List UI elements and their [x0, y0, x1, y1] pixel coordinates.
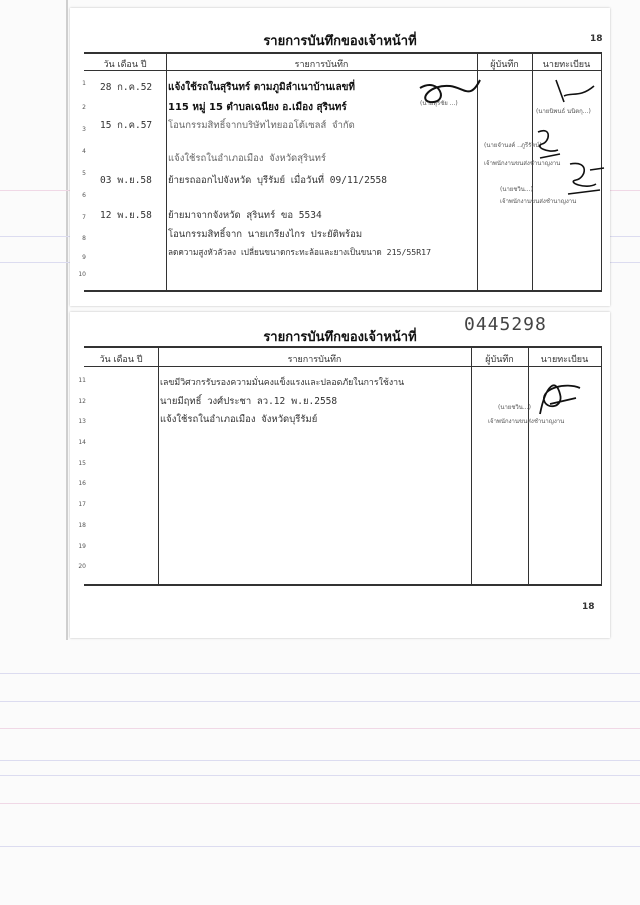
entry-text: ย้ายรถออกไปจังหวัด บุรีรัมย์ เมื่อวันที่ 09/11/2558 [168, 175, 387, 186]
scan-line [0, 803, 640, 804]
scan-line [0, 760, 640, 761]
entry-date: 03 พ.ย.58 [100, 175, 152, 186]
entry-text: โอนกรรมสิทธิ์จากบริษัทไทยออโต้เซลส์ จำกัด [168, 120, 355, 131]
stamp-name: (นายสุรชัย ...) [420, 100, 458, 107]
section-title: รายการบันทึกของเจ้าหน้าที่ [263, 330, 417, 345]
scan-line [0, 673, 640, 674]
table-column-rule [601, 346, 602, 584]
stamp-name: (นายนิพนธ์ นนิตกุ...) [536, 108, 591, 115]
header-registrar: นายทะเบียน [540, 355, 589, 365]
signature [550, 76, 600, 106]
scan-line [0, 775, 640, 776]
table-border [84, 290, 602, 292]
row-number: 6 [82, 192, 86, 199]
row-number: 14 [78, 439, 86, 446]
stamp-name: (นายชวิน...) [498, 404, 531, 411]
scan-line [0, 701, 640, 702]
section-title: รายการบันทึกของเจ้าหน้าที่ [263, 34, 417, 49]
header-entry: รายการบันทึก [287, 355, 342, 365]
row-number: 3 [82, 126, 86, 133]
table-rule [84, 366, 602, 367]
entry-text: ย้ายมาจากจังหวัด สุรินทร์ ขอ 5534 [168, 210, 322, 221]
table-column-rule [158, 346, 159, 584]
entry-text: โอนกรรมสิทธิ์จาก นายเกรียงไกร ประยัติพร้อม [168, 229, 363, 240]
row-number: 11 [78, 377, 86, 384]
stamp-title: เจ้าพนักงานขนส่งชำนาญงาน [500, 198, 577, 205]
row-number: 8 [82, 235, 86, 242]
row-number: 9 [82, 254, 86, 261]
table-border [84, 346, 602, 348]
stamp-name: (นายจำนงค์ ..ภูรีรัตน์) [484, 142, 542, 149]
entry-text: แจ้งใช้รถในอำเภอเมือง จังหวัดสุรินทร์ [168, 153, 326, 164]
row-number: 19 [78, 543, 86, 550]
page-number: 18 [582, 602, 595, 612]
header-recorder: ผู้บันทึก [490, 60, 519, 70]
table-border [84, 584, 602, 586]
row-number: 1 [82, 80, 86, 87]
row-number: 17 [78, 501, 86, 508]
stamp-name: (นายชวิน...) [500, 186, 533, 193]
row-number: 15 [78, 460, 86, 467]
entry-date: 28 ก.ค.52 [100, 82, 153, 93]
entry-text: 115 หมู่ 15 ตำบลเฉนียง อ.เมือง สุรินทร์ [168, 102, 347, 113]
row-number: 13 [78, 418, 86, 425]
row-number: 18 [78, 522, 86, 529]
scan-line [0, 728, 640, 729]
entry-text: นายมีฤทธิ์ วงศ์ประชา ลว.12 พ.ย.2558 [160, 396, 338, 407]
header-date: วัน เดือน ปี [103, 60, 147, 70]
serial-number: 0445298 [464, 314, 547, 335]
signature [526, 374, 586, 424]
page-number: 18 [590, 34, 603, 44]
header-registrar: นายทะเบียน [542, 60, 591, 70]
record-sheet-bottom [70, 312, 610, 638]
record-sheet-top [70, 8, 610, 306]
row-number: 10 [78, 271, 86, 278]
scan-edge [66, 0, 68, 640]
scan-line [0, 846, 640, 847]
row-number: 5 [82, 170, 86, 177]
table-border [84, 52, 602, 54]
entry-text: ลดความสูงหัวลัวลง เปลี่ยนขนาดกระทะล้อและยางเป็นขนาด 215/55R17 [168, 247, 432, 257]
header-date: วัน เดือน ปี [99, 355, 143, 365]
entry-text: แจ้งใช้รถในสุรินทร์ ตามภูมิลำเนาบ้านเลขที่ [168, 82, 356, 93]
row-number: 7 [82, 214, 86, 221]
row-number: 16 [78, 480, 86, 487]
row-number: 20 [78, 563, 86, 570]
header-recorder: ผู้บันทึก [485, 355, 514, 365]
stamp-title: เจ้าพนักงานขนส่งชำนาญงาน [484, 160, 561, 167]
stamp-title: เจ้าพนักงานขนส่งชำนาญงาน [488, 418, 565, 425]
row-number: 4 [82, 148, 86, 155]
signature [560, 156, 610, 202]
table-column-rule [166, 52, 167, 290]
header-entry: รายการบันทึก [294, 60, 349, 70]
row-number: 12 [78, 398, 86, 405]
signature [410, 74, 490, 114]
table-column-rule [471, 346, 472, 584]
entry-date: 12 พ.ย.58 [100, 210, 152, 221]
table-column-rule [532, 52, 533, 290]
row-number: 2 [82, 104, 86, 111]
entry-date: 15 ก.ค.57 [100, 120, 153, 131]
entry-text: แจ้งใช้รถในอำเภอเมือง จังหวัดบุรีรัมย์ [160, 414, 318, 425]
entry-text: เลขมีวิศวกรรับรองความมั่นคงแข็งแรงและปลอดภัยในการใช้งาน [160, 378, 405, 388]
